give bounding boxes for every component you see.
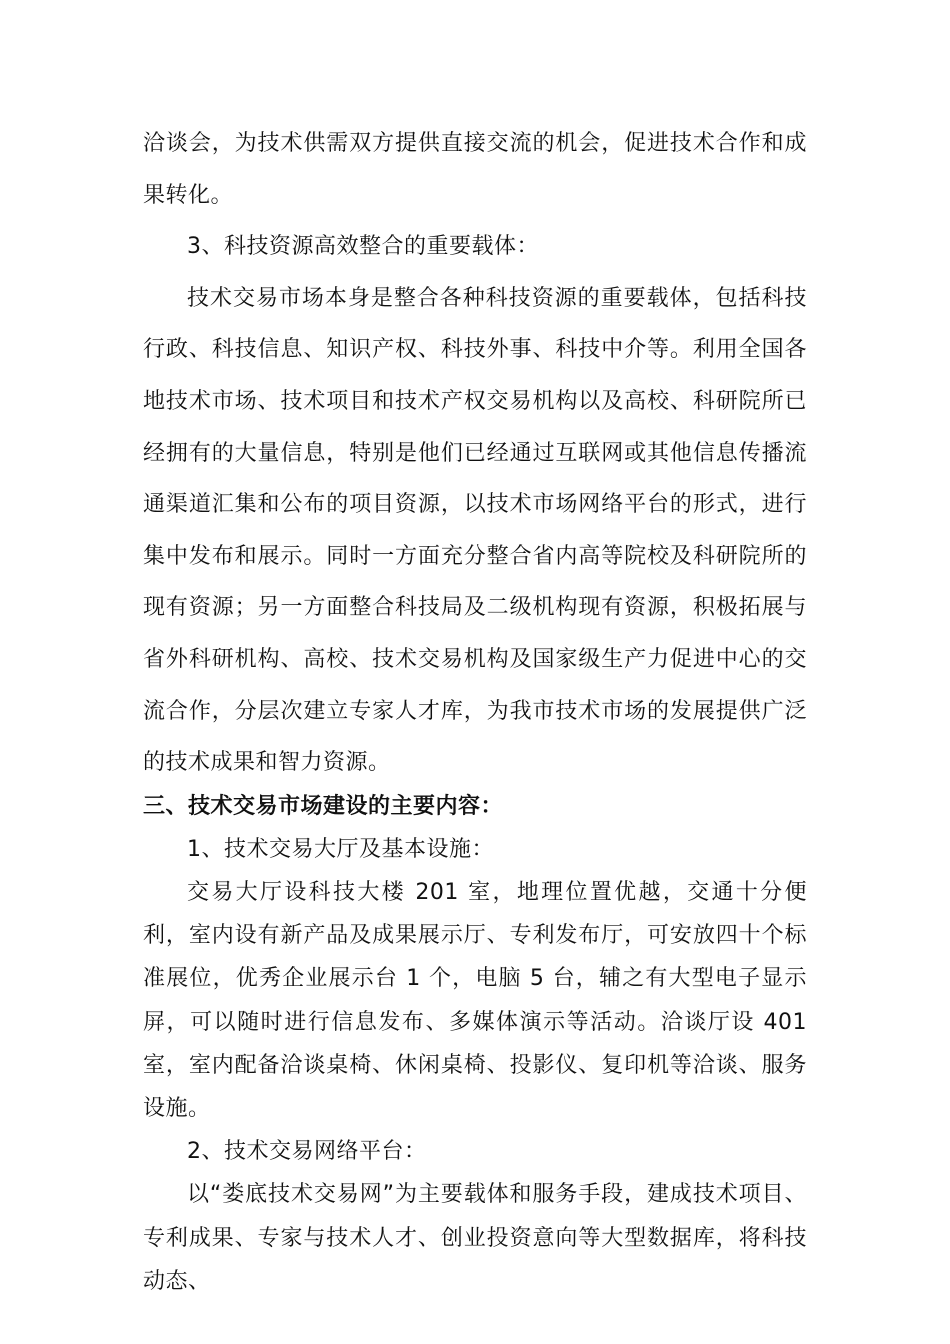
- subheading-resource-integration: 3、科技资源高效整合的重要载体：: [187, 234, 539, 260]
- subheading-trading-hall: 1、技术交易大厅及基本设施：: [187, 836, 494, 862]
- paragraph-network-platform: 以“娄底技术交易网”为主要载体和服务手段，建成技术项目、专利成果、专家与技术人才、创业投资意向等大型数据库，将科技动态、: [143, 1182, 807, 1294]
- section-heading: 三、技术交易市场建设的主要内容：: [143, 793, 504, 819]
- paragraph-resource-integration: 技术交易市场本身是整合各种科技资源的重要载体，包括科技行政、科技信息、知识产权、科技外事、科技中介等。利用全国各地技术市场、技术项目和技术产权交易机构以及高校、科研院所已经拥有的大量信息，特别是他们已经通过互联网或其他信息传播流通渠道汇集和公布的项目资源，以技术市场网络平台的形式，进行集中发布和展示。同时一方面充分整合省内高等院校及科研院所的现有资源；另一方面整合科技局及二级机构现有资源，积极拓展与省外科研机构、高校、技术交易机构及国家级生产力促进中心的交流合作，分层次建立专家人才库，为我市技术市场的发展提供广泛的技术成果和智力资源。: [143, 285, 807, 776]
- subheading-network-platform: 2、技术交易网络平台：: [187, 1139, 427, 1165]
- section-paragraphs-bottom: [143, 828, 807, 1303]
- document-body: [143, 118, 807, 1303]
- paragraph-trading-hall: 交易大厅设科技大楼 201 室，地理位置优越，交通十分便利，室内设有新产品及成果展示厅、专利发布厅，可安放四十个标准展位，优秀企业展示台 1 个，电脑 5 台，辅之有大型电子显示屏，可以随时进行信息发布、多媒体演示等活动。洽谈厅设 401 室，室内配备洽谈桌椅、休闲桌椅、投影仪、复印机等洽谈、服务设施。: [143, 879, 807, 1121]
- section-paragraphs-top: [143, 118, 807, 789]
- paragraph-continuation: 洽谈会，为技术供需双方提供直接交流的机会，促进技术合作和成果转化。: [143, 131, 807, 208]
